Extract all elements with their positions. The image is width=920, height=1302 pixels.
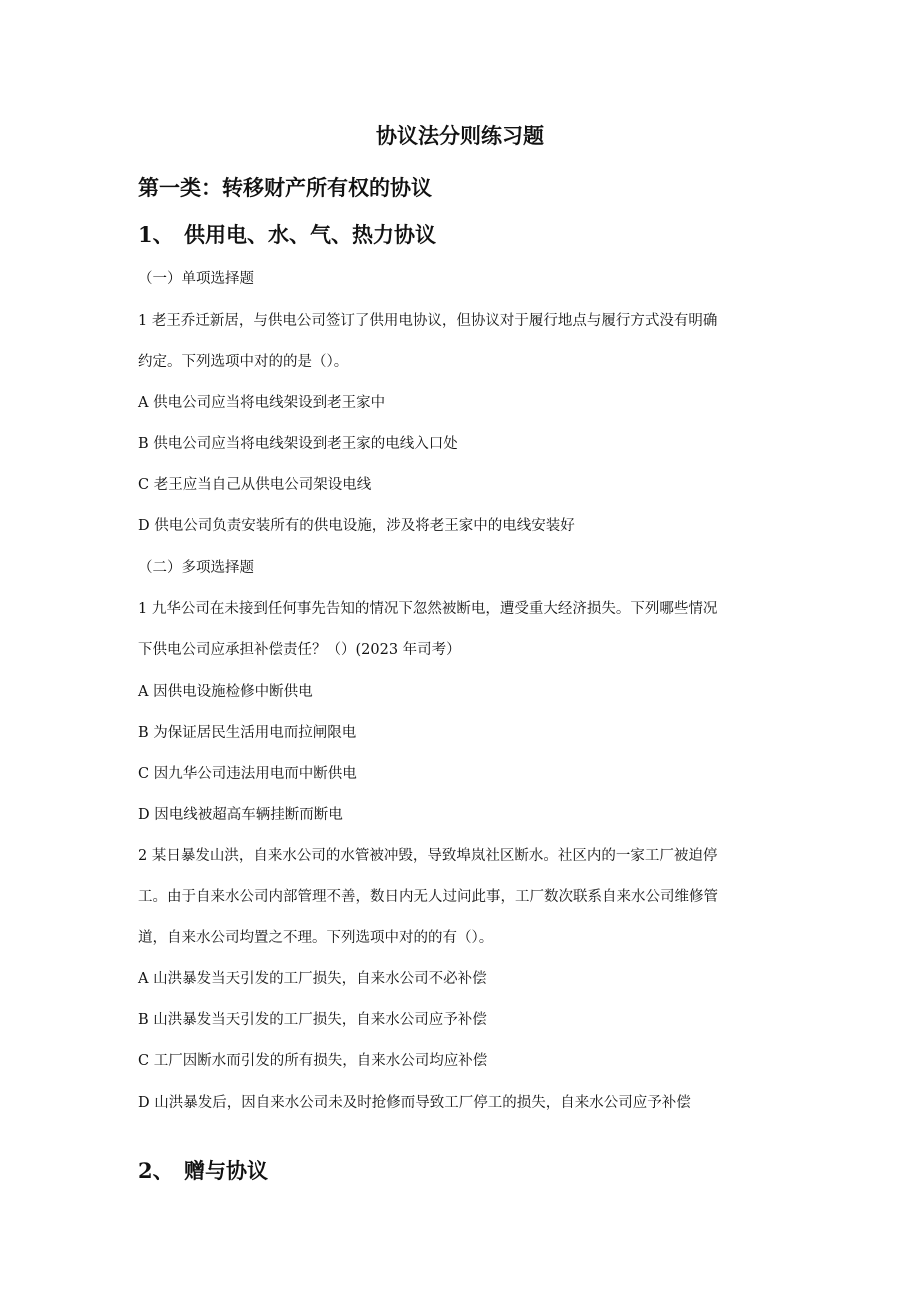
multi-question-1-line-1: 1 九华公司在未接到任何事先告知的情况下忽然被断电，遭受重大经济损失。下列哪些情况 (138, 601, 718, 617)
multi-question-1-line-2: 下供电公司应承担补偿责任？（）(2023 年司考） (138, 642, 461, 658)
multi-question-1-option-d: D 因电线被超高车辆挂断而断电 (138, 807, 343, 823)
multi-question-1-option-c: C 因九华公司违法用电而中断供电 (138, 766, 357, 782)
single-choice-label: （一）单项选择题 (138, 271, 254, 287)
question-1-option-a: A 供电公司应当将电线架设到老王家中 (138, 395, 386, 411)
question-1-option-d: D 供电公司负责安装所有的供电设施，涉及将老王家中的电线安装好 (138, 518, 575, 534)
section-1-heading (138, 219, 436, 249)
question-1-line-1: 1 老王乔迁新居，与供电公司签订了供用电协议，但协议对于履行地点与履行方式没有明确 (138, 313, 718, 329)
section-2-title: 赠与协议 (184, 1158, 268, 1183)
category-heading: 第一类：转移财产所有权的协议 (138, 175, 432, 200)
multi-question-1-option-a: A 因供电设施检修中断供电 (138, 684, 313, 700)
section-2-number: 2、 (138, 1158, 174, 1183)
multi-question-2-option-d: D 山洪暴发后，因自来水公司未及时抢修而导致工厂停工的损失，自来水公司应予补偿 (138, 1095, 691, 1111)
question-1-option-b: B 供电公司应当将电线架设到老王家的电线入口处 (138, 436, 458, 452)
question-1-option-c: C 老王应当自己从供电公司架设电线 (138, 477, 372, 493)
page-title: 协议法分则练习题 (376, 123, 544, 148)
question-1-line-2: 约定。下列选项中对的的是（）。 (138, 354, 349, 370)
section-1-number: 1、 (138, 222, 174, 247)
section-1-title: 供用电、水、气、热力协议 (184, 222, 436, 247)
multi-question-2-line-3: 道，自来水公司均置之不理。下列选项中对的的有（）。 (138, 930, 494, 946)
multi-question-1-option-b: B 为保证居民生活用电而拉闸限电 (138, 725, 357, 741)
multi-question-2-option-a: A 山洪暴发当天引发的工厂损失，自来水公司不必补偿 (138, 971, 487, 987)
multi-question-2-option-b: B 山洪暴发当天引发的工厂损失，自来水公司应予补偿 (138, 1012, 487, 1028)
multiple-choice-label: （二）多项选择题 (138, 560, 254, 576)
section-2-heading (138, 1155, 268, 1185)
multi-question-2-option-c: C 工厂因断水而引发的所有损失，自来水公司均应补偿 (138, 1053, 488, 1069)
multi-question-2-line-2: 工。由于自来水公司内部管理不善，数日内无人过问此事，工厂数次联系自来水公司维修管 (138, 889, 718, 905)
multi-question-2-line-1: 2 某日暴发山洪，自来水公司的水管被冲毁，导致埠岚社区断水。社区内的一家工厂被迫停 (138, 848, 718, 864)
